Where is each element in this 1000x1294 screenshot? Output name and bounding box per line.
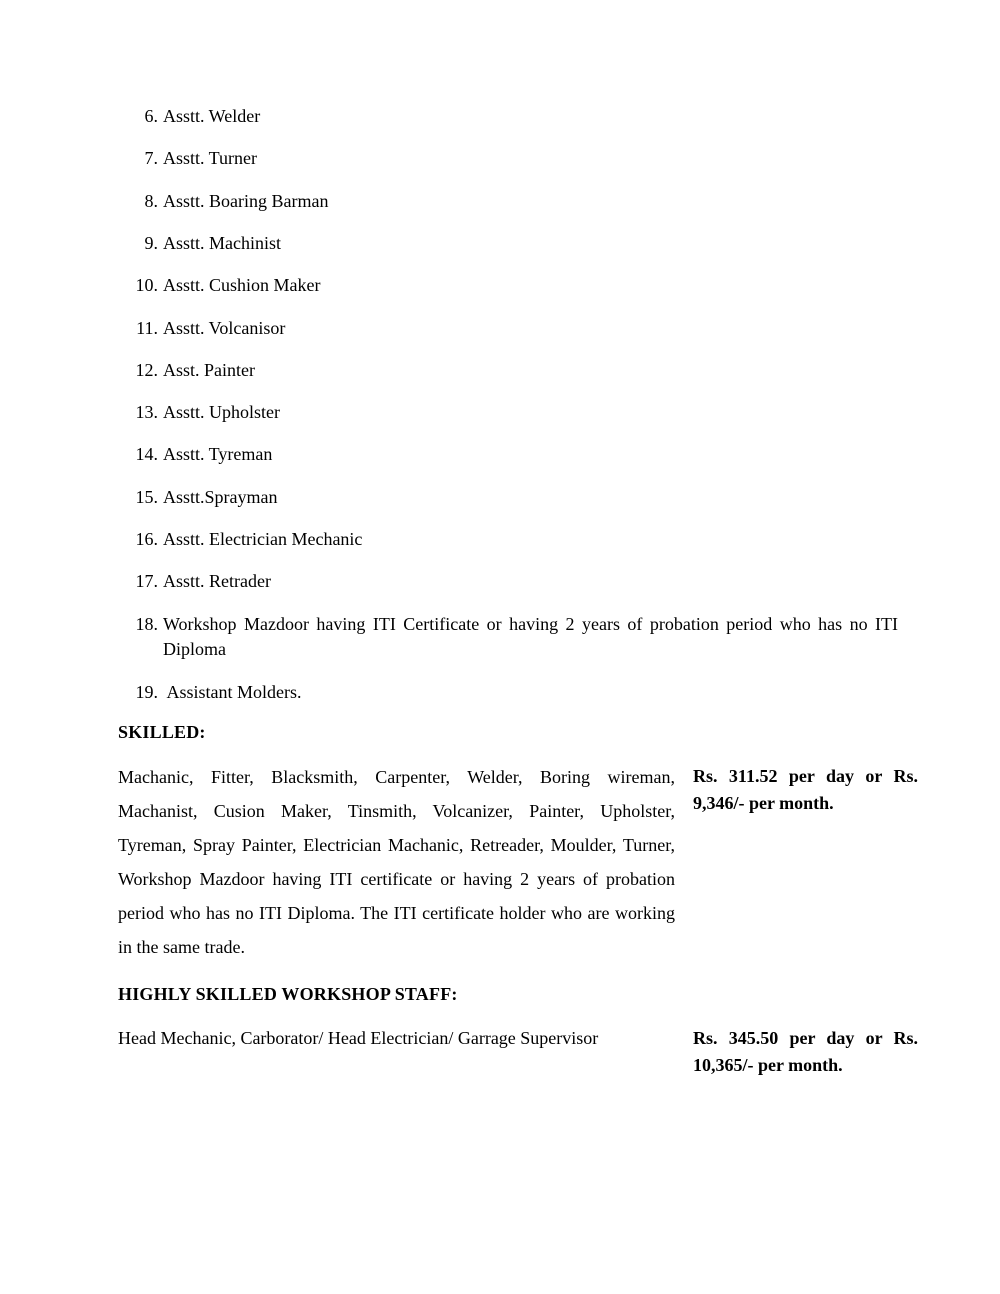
highly-skilled-description: Head Mechanic, Carborator/ Head Electrician/ Garrage Supervisor (118, 1028, 599, 1048)
list-item (118, 273, 898, 298)
list-item-text: Asstt. Turner (163, 148, 258, 168)
list-item (118, 485, 898, 510)
list-item-number: 6. (144, 106, 158, 126)
list-item-number: 18. (135, 614, 158, 634)
list-item (118, 680, 898, 705)
list-item-text: Asstt. Machinist (163, 233, 282, 253)
list-item (118, 569, 898, 594)
list-item-number: 11. (136, 318, 158, 338)
list-item (118, 358, 898, 383)
list-item (118, 231, 898, 256)
list-item-number: 15. (135, 487, 158, 507)
list-item (118, 316, 898, 341)
list-item-text: Asstt. Boaring Barman (163, 191, 329, 211)
list-item-text: Asstt. Retrader (163, 571, 271, 591)
list-item-text: Asstt. Cushion Maker (163, 275, 321, 295)
skilled-heading: SKILLED: (118, 722, 206, 742)
list-item (118, 400, 898, 425)
list-item-text: Assistant Molders. (163, 682, 302, 702)
list-item-number: 19. (135, 682, 158, 702)
list-item-number: 12. (135, 360, 158, 380)
list-item-text: Asstt. Welder (163, 106, 261, 126)
list-item-text: Asst. Painter (163, 360, 255, 380)
list-item (118, 442, 898, 467)
list-item-number: 9. (144, 233, 158, 253)
list-item-number: 8. (144, 191, 158, 211)
list-item (118, 189, 898, 214)
list-item-number: 14. (135, 444, 158, 464)
list-item-number: 7. (144, 148, 158, 168)
list-item-number: 17. (135, 571, 158, 591)
list-item-text: Asstt. Tyreman (163, 444, 273, 464)
list-item-number: 10. (135, 275, 158, 295)
list-item-text: Asstt. Electrician Mechanic (163, 529, 363, 549)
list-item (118, 527, 898, 552)
skilled-description: Machanic, Fitter, Blacksmith, Carpenter, Welder, Boring wireman, Machanist, Cusion Maker, Tinsmith, Volcanizer, Painter, Upholster, Tyreman, Spray Painter, Electrician Machanic, Retreader, Moulder, Turner, Workshop Mazdoor having ITI certificate or having 2 years of probation period who has no ITI Diploma. The ITI certificate holder who are working in the same trade. (118, 767, 675, 957)
list-item-text: Asstt. Volcanisor (163, 318, 286, 338)
skilled-rate: Rs. 311.52 per day or Rs. 9,346/- per month. (693, 766, 918, 813)
list-item-text: Asstt. Upholster (163, 402, 280, 422)
list-item (118, 612, 898, 662)
highly-skilled-heading: HIGHLY SKILLED WORKSHOP STAFF: (118, 984, 458, 1004)
highly-skilled-rate: Rs. 345.50 per day or Rs. 10,365/- per month. (693, 1028, 918, 1075)
list-item-text: Asstt.Sprayman (163, 487, 278, 507)
list-item-text: Workshop Mazdoor having ITI Certificate or having 2 years of probation period who has no ITI Diploma (163, 614, 898, 659)
list-item (118, 146, 898, 171)
list-item-number: 13. (135, 402, 158, 422)
list-item (118, 104, 898, 129)
list-item-number: 16. (135, 529, 158, 549)
